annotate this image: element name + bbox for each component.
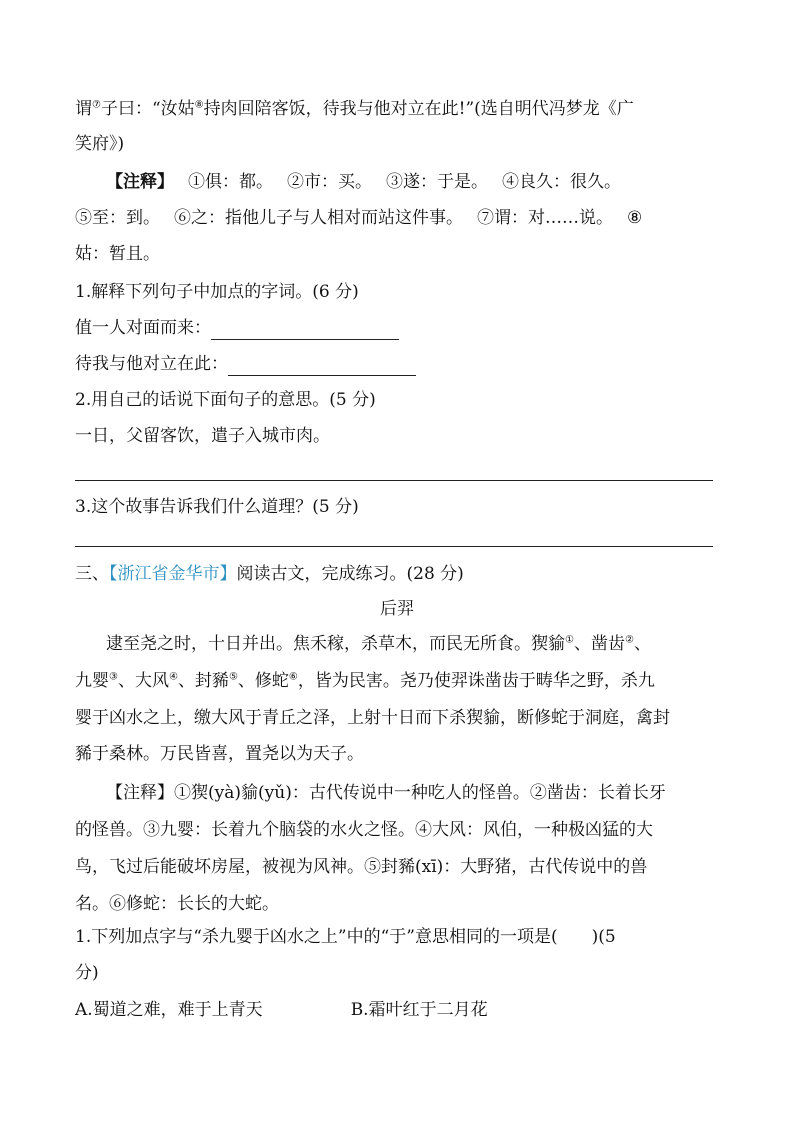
passage-line-4: 豨于桑林。万民皆喜，置尧以为天子。: [75, 744, 364, 764]
question-1-item-1: [75, 316, 399, 340]
notes2-line-4: 名。⑥修蛇：长长的大蛇。: [75, 894, 279, 914]
passage-text: 九婴: [75, 671, 109, 691]
question-2-sentence: 一日，父留客饮，遣子入城市肉。: [75, 426, 330, 446]
passage-title: 后羿: [380, 599, 414, 619]
note-item: ⑤至：到。: [75, 208, 160, 228]
answer-line[interactable]: [75, 480, 713, 481]
note-item: ⑧: [627, 208, 643, 228]
note-item: ⑦谓：对……说。: [477, 208, 613, 228]
question-4-prompt: 1.下列加点字与“杀九婴于凶水之上”中的“于”意思相同的一项是( )(5: [75, 927, 616, 947]
passage-line-3: 婴于凶水之上，缴大风于青丘之泽，上射十日而下杀猰貐，断修蛇于洞庭，禽封: [75, 708, 670, 728]
answer-blank[interactable]: [228, 357, 416, 376]
footnote-marker: ⑥: [288, 671, 298, 683]
story-line-2: 笑府》): [75, 134, 125, 154]
passage-text: 逮至尧之时，十日并出。焦禾稼，杀草木，而民无所食。猰貐: [106, 634, 565, 654]
answer-blank[interactable]: [211, 321, 399, 340]
notes2-line-1: 【注释】①猰(yà)貐(yǔ)：古代传说中一种吃人的怪兽。②凿齿：长着长牙: [106, 783, 666, 803]
note-item: ①俱：都。: [188, 172, 273, 192]
footnote-marker: ②: [624, 634, 634, 646]
passage-text: 、凿齿: [573, 634, 625, 654]
footnote-marker: ⑤: [228, 671, 238, 683]
passage-text: 、封豨: [177, 671, 229, 691]
passage-text: 、修蛇: [237, 671, 289, 691]
story-text: 谓: [75, 99, 92, 119]
section-number: 三、: [75, 564, 109, 584]
notes-line-3: 姑：暂且。: [75, 244, 160, 264]
question-1-item-2: [75, 352, 416, 376]
question-4-prompt-cont: 分): [75, 963, 99, 983]
question-1-prompt: 1.解释下列句子中加点的字词。(6 分): [75, 282, 359, 302]
note-item: ②市：买。: [287, 172, 372, 192]
notes-line-2: [75, 206, 642, 230]
story-line-1: [75, 97, 634, 121]
passage-text: ，皆为民害。尧乃使羿诛凿齿于畴华之野，杀九: [297, 671, 655, 691]
option-b[interactable]: B.霜叶红于二月花: [350, 1000, 488, 1020]
option-a[interactable]: A.蜀道之难，难于上青天: [75, 1000, 263, 1020]
passage-line-2: [75, 669, 655, 693]
note-item: ③遂：于是。: [386, 172, 488, 192]
question-4-options: [75, 998, 488, 1022]
note-item: ④良久：很久。: [502, 172, 621, 192]
item-label: 值一人对面而来：: [75, 318, 211, 338]
question-3-prompt: 3.这个故事告诉我们什么道理？(5 分): [75, 497, 359, 517]
footnote-marker: ⑦: [92, 99, 101, 111]
footnote-marker: ③: [109, 671, 118, 683]
notes2-line-3: 鸟，飞过后能破坏房屋，被视为风神。⑤封豨(xī)：大野猪，古代传说中的兽: [75, 857, 648, 877]
question-2-prompt: 2.用自己的话说下面句子的意思。(5 分): [75, 390, 376, 410]
notes2-line-2: 的怪兽。③九婴：长着九个脑袋的水火之怪。④大风：风伯，一种极凶猛的大: [75, 820, 653, 840]
passage-text: 、: [633, 634, 651, 654]
story-text: 持肉回陪客饭，待我与他对立在此!”(选自明代冯梦龙《广: [203, 99, 634, 119]
note-item: ⑥之：指他儿子与人相对而站这件事。: [174, 208, 463, 228]
answer-line[interactable]: [75, 546, 713, 547]
item-label: 待我与他对立在此：: [75, 354, 228, 374]
story-text: 子曰：“汝姑: [100, 99, 195, 119]
footnote-marker: ①: [565, 634, 574, 646]
section-instruction: 阅读古文，完成练习。(28 分): [236, 564, 464, 584]
section-3-heading: [75, 562, 464, 586]
source-tag: 【浙江省金华市】: [109, 564, 237, 584]
passage-text: 、大风: [117, 671, 169, 691]
notes-label: 【注释】: [106, 172, 174, 192]
footnote-marker: ⑧: [194, 99, 204, 111]
notes-line-1: [106, 170, 621, 194]
passage-line-1: [106, 632, 651, 656]
footnote-marker: ④: [168, 671, 178, 683]
